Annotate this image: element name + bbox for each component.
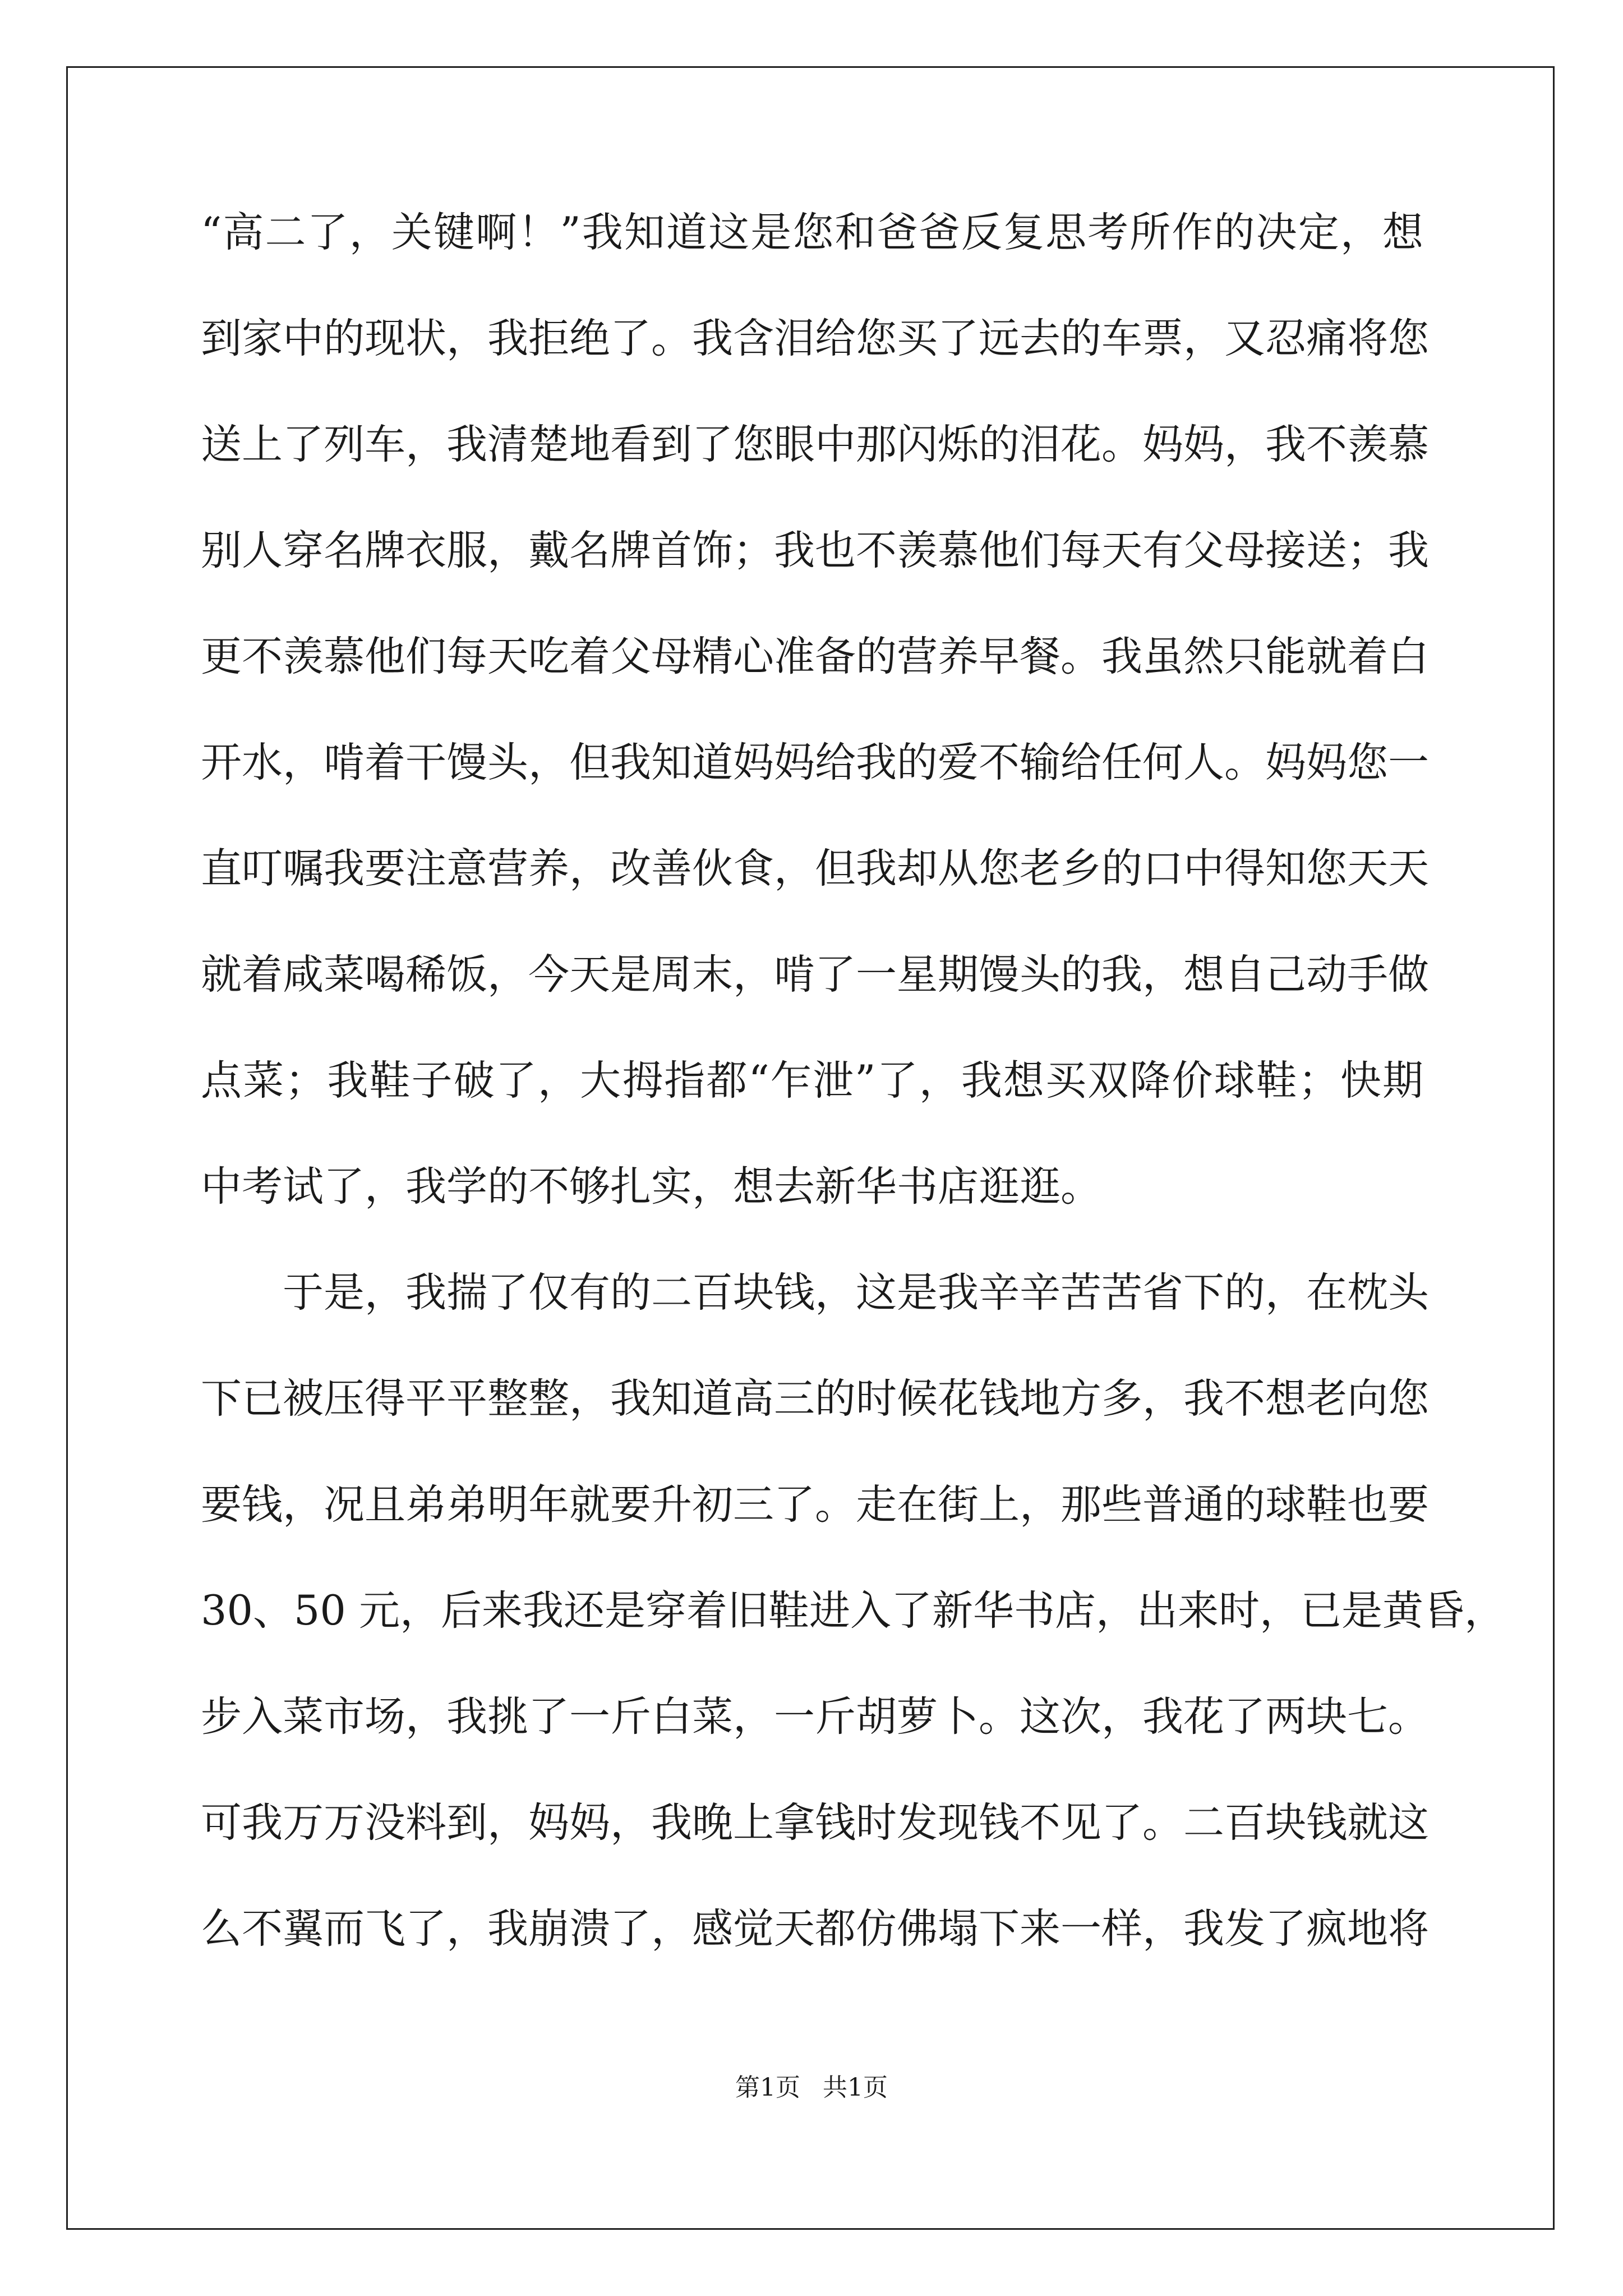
text-line: 到家中的现状，我拒绝了。我含泪给您买了远去的车票，又忍痛将您	[201, 315, 1429, 362]
text-line: 点菜；我鞋子破了，大拇指都“乍泄”了，我想买双降价球鞋；快期	[201, 1057, 1423, 1105]
page-total: 共1页	[823, 2073, 888, 2102]
text-line: “高二了，关键啊！”我知道这是您和爸爸反复思考所作的决定，想	[201, 209, 1423, 256]
text-line: 步入菜市场，我挑了一斤白菜，一斤胡萝卜。这次，我花了两块七。	[201, 1693, 1429, 1741]
document-body	[201, 209, 1505, 2014]
page-number: 第1页	[735, 2073, 800, 2102]
paragraph-1	[201, 209, 1429, 1272]
text-line: 中考试了，我学的不够扎实，想去新华书店逛逛。	[201, 1163, 1101, 1211]
text-line: 别人穿名牌衣服，戴名牌首饰；我也不羡慕他们每天有父母接送；我	[201, 527, 1429, 574]
text-line: 开水，啃着干馒头，但我知道妈妈给我的爱不输给任何人。妈妈您一	[201, 739, 1429, 786]
text-line: 就着咸菜喝稀饭，今天是周末，啃了一星期馒头的我，想自己动手做	[201, 951, 1429, 999]
paragraph-2	[201, 1269, 1505, 2014]
text-line: 直叮嘱我要注意营养，改善伙食，但我却从您老乡的口中得知您天天	[201, 845, 1429, 892]
page-footer	[0, 2073, 1623, 2102]
text-line: 么不翼而飞了，我崩溃了，感觉天都仿佛塌下来一样，我发了疯地将	[201, 1905, 1429, 1953]
text-line: 下已被压得平平整整，我知道高三的时候花钱地方多，我不想老向您	[201, 1375, 1429, 1423]
text-line: 更不羡慕他们每天吃着父母精心准备的营养早餐。我虽然只能就着白	[201, 633, 1429, 680]
text-line: 要钱，况且弟弟明年就要升初三了。走在街上，那些普通的球鞋也要	[201, 1481, 1429, 1529]
text-line: 于是，我揣了仅有的二百块钱，这是我辛辛苦苦省下的，在枕头	[283, 1269, 1429, 1317]
text-line: 送上了列车，我清楚地看到了您眼中那闪烁的泪花。妈妈，我不羡慕	[201, 421, 1429, 468]
text-line: 30、50 元，后来我还是穿着旧鞋进入了新华书店，出来时，已是黄昏，	[201, 1587, 1505, 1635]
text-line: 可我万万没料到，妈妈，我晚上拿钱时发现钱不见了。二百块钱就这	[201, 1799, 1429, 1847]
